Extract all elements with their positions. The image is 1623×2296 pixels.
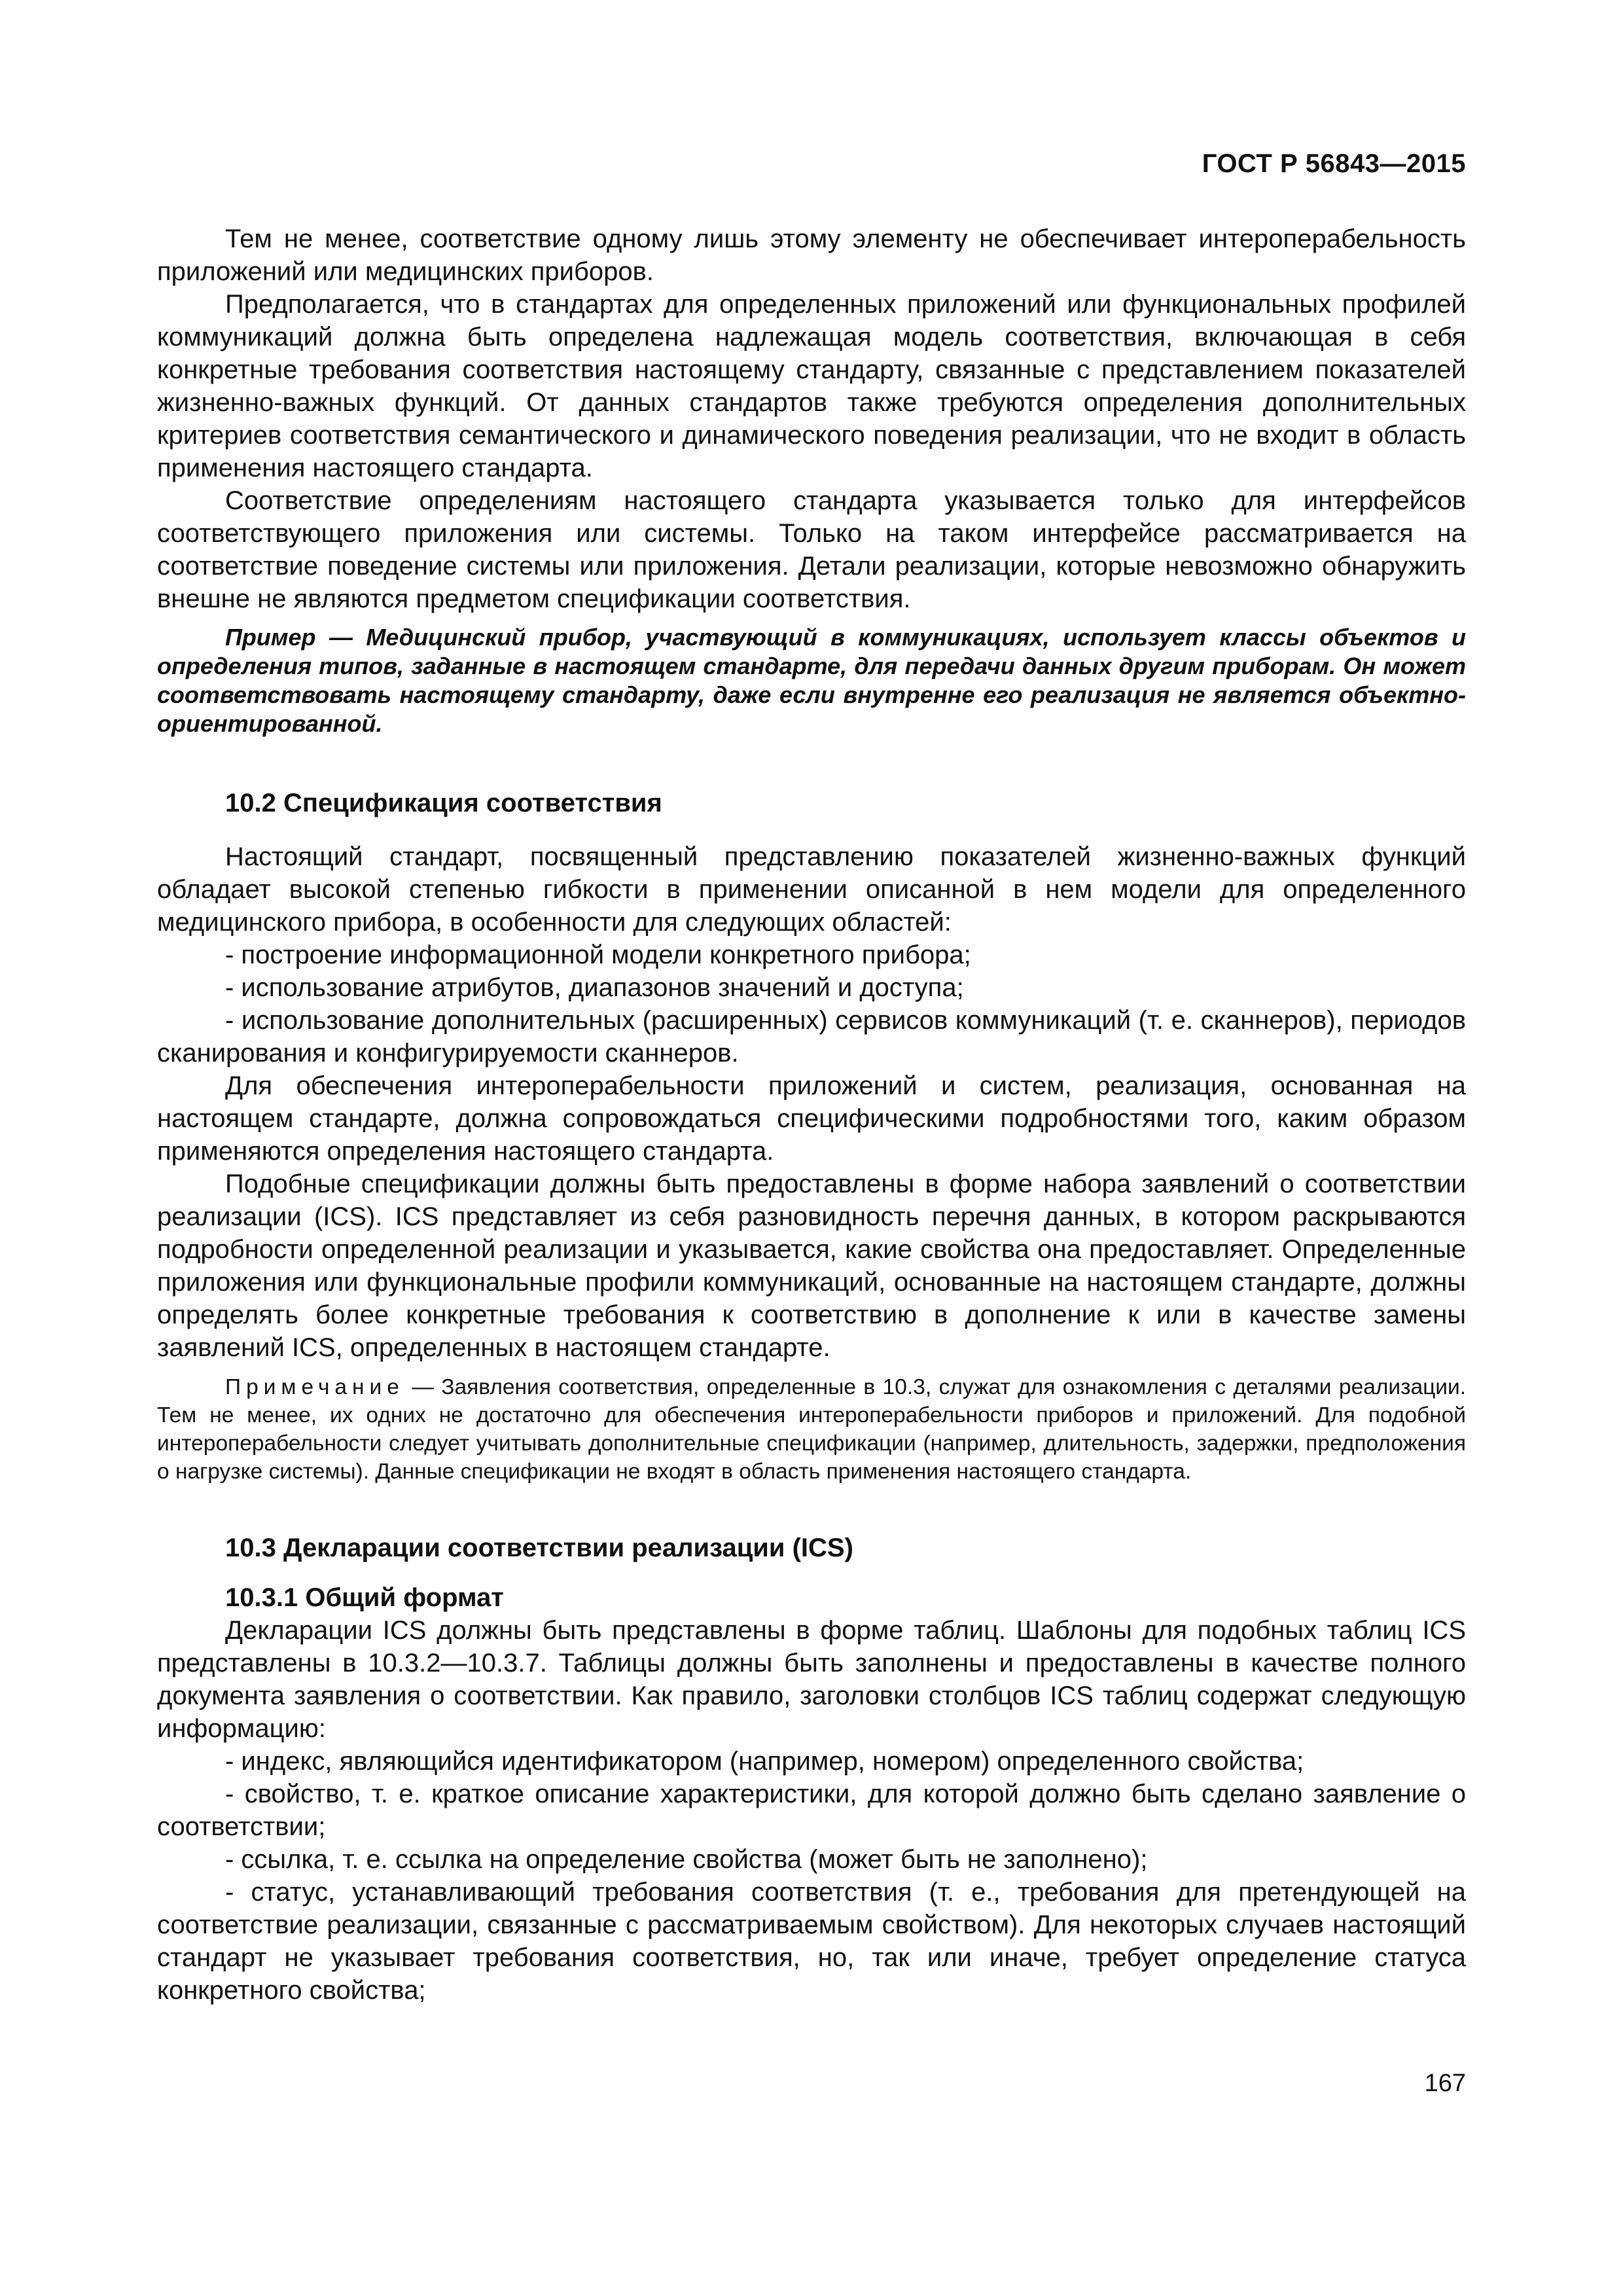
section-heading-10-3: 10.3 Декларации соответствии реализации (ICS)	[225, 1534, 853, 1562]
paragraph: Декларации ICS должны быть представлены в форме таблиц. Шаблоны для подобных таблиц ICS представлены в 10.3.2—10.3.7. Таблицы должны быть заполнены и предоставлены в качестве полного документа заявления о соответствии. Как правило, заголовки столбцов ICS таблиц содержат следующую информацию:	[157, 1616, 1466, 1743]
paragraph: Настоящий стандарт, посвященный представлению показателей жизненно-важных функций обладает высокой степенью гибкости в применении описанной в нем модели для определенного медицинского прибора, в особенности для следующих областей:	[157, 842, 1466, 937]
note-label: Примечание	[225, 1375, 404, 1399]
page-content	[157, 223, 1466, 2007]
note	[157, 1373, 1466, 1486]
list-item: - свойство, т. е. краткое описание характеристики, для которой должно быть сделано заявление о соответствии;	[157, 1780, 1466, 1841]
example-text: Пример — Медицинский прибор, участвующий в коммуникациях, использует классы объектов и определения типов, заданные в настоящем стандарте, для передачи данных другим приборам. Он может соответствовать настоящему стандарту, даже если внутренне его реализация не является объектно-ориентированной.	[157, 624, 1466, 737]
list-item: - использование атрибутов, диапазонов значений и доступа;	[225, 973, 964, 1002]
subsection-heading-10-3-1: 10.3.1 Общий формат	[225, 1583, 504, 1612]
list-item: - статус, устанавливающий требования соответствия (т. е., требования для претендующей на соответствие реализации, связанные с рассматриваемым свойством). Для некоторых случаев настоящий стандарт не указывает требования соответствия, но, так или иначе, требует определение статуса конкретного свойства;	[157, 1878, 1466, 2005]
paragraph: Соответствие определениям настоящего стандарта указывается только для интерфейсов соответствующего приложения или системы. Только на таком интерфейсе рассматривается на соответствие поведение системы или приложения. Детали реализации, которые невозможно обнаружить внешне не являются предметом спецификации соответствия.	[157, 486, 1466, 613]
document-page	[157, 0, 1466, 2296]
list-item: - использование дополнительных (расширенных) сервисов коммуникаций (т. е. сканнеров), периодов сканирования и конфигурируемости сканнеров.	[157, 1006, 1466, 1067]
paragraph: Предполагается, что в стандартах для определенных приложений или функциональных профилей коммуникаций должна быть определена надлежащая модель соответствия, включающая в себя конкретные требования соответствия настоящему стандарту, связанные с представлением показателей жизненно-важных функций. От данных стандартов также требуются определения дополнительных критериев соответствия семантического и динамического поведения реализации, что не входит в область применения настоящего стандарта.	[157, 290, 1466, 482]
paragraph: Для обеспечения интероперабельности приложений и систем, реализация, основанная на настоящем стандарте, должна сопровождаться специфическими подробностями того, каким образом применяются определения настоящего стандарта.	[157, 1071, 1466, 1166]
list-item: - индекс, являющийся идентификатором (например, номером) определенного свойства;	[225, 1747, 1304, 1776]
list-item: - построение информационной модели конкретного прибора;	[225, 941, 971, 969]
list-item: - ссылка, т. е. ссылка на определение свойства (может быть не заполнено);	[225, 1845, 1148, 1874]
document-id: ГОСТ Р 56843—2015	[1202, 149, 1466, 178]
page-number: 167	[1424, 2070, 1466, 2097]
paragraph: Тем не менее, соответствие одному лишь этому элементу не обеспечивает интероперабельность приложений или медицинских приборов.	[157, 224, 1466, 286]
paragraph: Подобные спецификации должны быть предоставлены в форме набора заявлений о соответствии реализации (ICS). ICS представляет из себя разновидность перечня данных, в котором раскрываются подробности определенной реализации и указывается, какие свойства она предоставляет. Определенные приложения или функциональные профили коммуникаций, основанные на настоящем стандарте, должны определять более конкретные требования к соответствию в дополнение к или в качестве замены заявлений ICS, определенных в настоящем стандарте.	[157, 1170, 1466, 1362]
section-heading-10-2: 10.2 Спецификация соответствия	[225, 789, 662, 817]
note-text: — Заявления соответствия, определенные в 10.3, служат для ознакомления с деталями реализации. Тем не менее, их одних не достаточно для обеспечения интероперабельности приборов и приложений. Для подобной интероперабельности следует учитывать дополнительные спецификации (например, длительность, задержки, предположения о нагрузке системы). Данные спецификации не входят в область применения настоящего стандарта.	[157, 1375, 1466, 1484]
